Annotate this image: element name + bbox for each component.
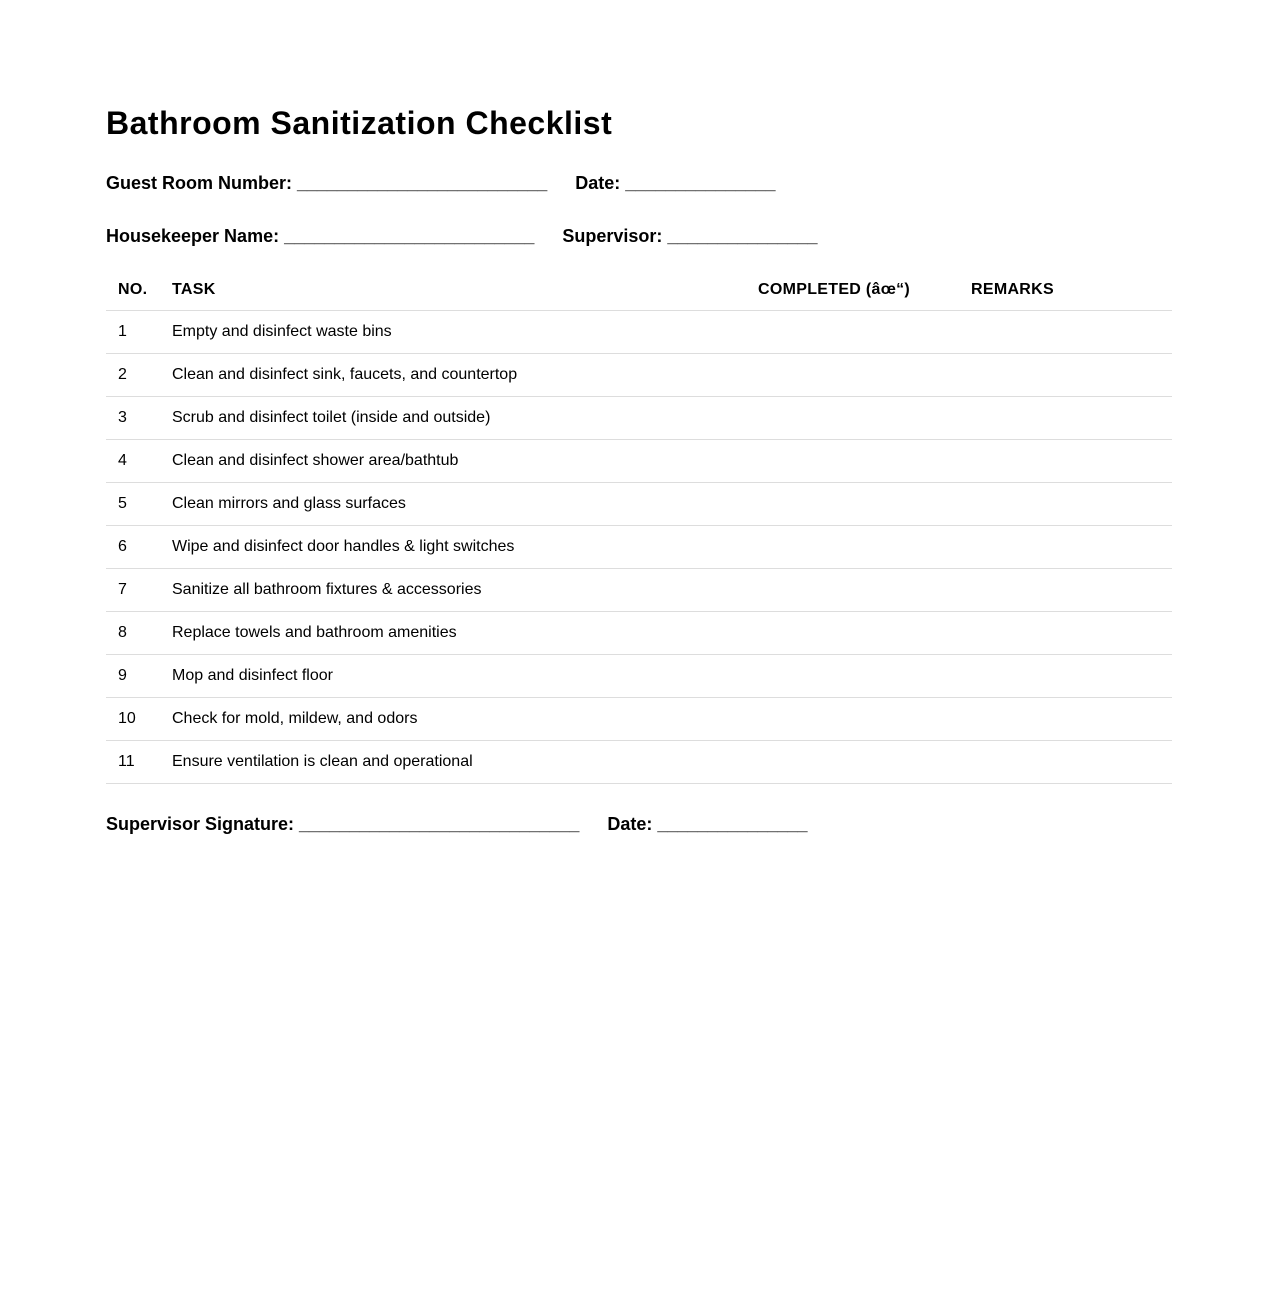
row-task: Clean and disinfect sink, faucets, and countertop — [172, 354, 758, 397]
row-completed-cell[interactable] — [758, 440, 971, 483]
row-number: 11 — [106, 741, 172, 784]
table-row — [106, 612, 1172, 655]
row-number: 4 — [106, 440, 172, 483]
row-remarks-cell[interactable] — [971, 397, 1172, 440]
row-completed-cell[interactable] — [758, 354, 971, 397]
signature-row — [106, 814, 808, 835]
header-task: TASK — [172, 270, 758, 311]
header-remarks: REMARKS — [971, 270, 1172, 311]
table-row — [106, 569, 1172, 612]
row-task: Clean mirrors and glass surfaces — [172, 483, 758, 526]
row-task: Empty and disinfect waste bins — [172, 311, 758, 354]
row-completed-cell[interactable] — [758, 569, 971, 612]
table-row — [106, 483, 1172, 526]
row-remarks-cell[interactable] — [971, 354, 1172, 397]
row-task: Sanitize all bathroom fixtures & accessories — [172, 569, 758, 612]
row-completed-cell[interactable] — [758, 698, 971, 741]
row-completed-cell[interactable] — [758, 655, 971, 698]
header-no: NO. — [106, 270, 172, 311]
row-remarks-cell[interactable] — [971, 655, 1172, 698]
header-completed: COMPLETED (âœ“) — [758, 270, 971, 311]
row-remarks-cell[interactable] — [971, 698, 1172, 741]
table-row — [106, 440, 1172, 483]
page-title: Bathroom Sanitization Checklist — [106, 105, 613, 141]
row-number: 10 — [106, 698, 172, 741]
row-number: 2 — [106, 354, 172, 397]
table-row — [106, 698, 1172, 741]
row-remarks-cell[interactable] — [971, 483, 1172, 526]
row-remarks-cell[interactable] — [971, 311, 1172, 354]
date-field-bottom[interactable]: Date: _______________ — [607, 814, 808, 834]
row-number: 3 — [106, 397, 172, 440]
row-remarks-cell[interactable] — [971, 440, 1172, 483]
supervisor-signature-field[interactable]: Supervisor Signature: ____________________________ — [106, 814, 580, 834]
row-remarks-cell[interactable] — [971, 741, 1172, 784]
table-row — [106, 311, 1172, 354]
row-task: Mop and disinfect floor — [172, 655, 758, 698]
row-remarks-cell[interactable] — [971, 612, 1172, 655]
row-task: Ensure ventilation is clean and operational — [172, 741, 758, 784]
table-row — [106, 354, 1172, 397]
row-task: Check for mold, mildew, and odors — [172, 698, 758, 741]
checklist-table — [106, 270, 1172, 784]
housekeeper-name-field[interactable]: Housekeeper Name: _________________________ — [106, 226, 535, 246]
row-remarks-cell[interactable] — [971, 569, 1172, 612]
date-field-top[interactable]: Date: _______________ — [575, 173, 776, 193]
row-number: 9 — [106, 655, 172, 698]
table-row — [106, 655, 1172, 698]
row-number: 8 — [106, 612, 172, 655]
row-task: Wipe and disinfect door handles & light switches — [172, 526, 758, 569]
row-completed-cell[interactable] — [758, 526, 971, 569]
guest-room-number-field[interactable]: Guest Room Number: _________________________ — [106, 173, 548, 193]
row-completed-cell[interactable] — [758, 741, 971, 784]
row-number: 5 — [106, 483, 172, 526]
table-row — [106, 397, 1172, 440]
supervisor-field[interactable]: Supervisor: _______________ — [562, 226, 818, 246]
row-remarks-cell[interactable] — [971, 526, 1172, 569]
row-number: 7 — [106, 569, 172, 612]
row-task: Clean and disinfect shower area/bathtub — [172, 440, 758, 483]
checklist-document — [106, 98, 1172, 834]
row-task: Replace towels and bathroom amenities — [172, 612, 758, 655]
row-completed-cell[interactable] — [758, 483, 971, 526]
row-completed-cell[interactable] — [758, 311, 971, 354]
row-number: 1 — [106, 311, 172, 354]
table-row — [106, 741, 1172, 784]
row-number: 6 — [106, 526, 172, 569]
row-completed-cell[interactable] — [758, 397, 971, 440]
room-date-row — [106, 173, 775, 194]
row-completed-cell[interactable] — [758, 612, 971, 655]
table-row — [106, 526, 1172, 569]
housekeeper-supervisor-row — [106, 226, 818, 247]
row-task: Scrub and disinfect toilet (inside and outside) — [172, 397, 758, 440]
table-header-row — [106, 270, 1172, 311]
